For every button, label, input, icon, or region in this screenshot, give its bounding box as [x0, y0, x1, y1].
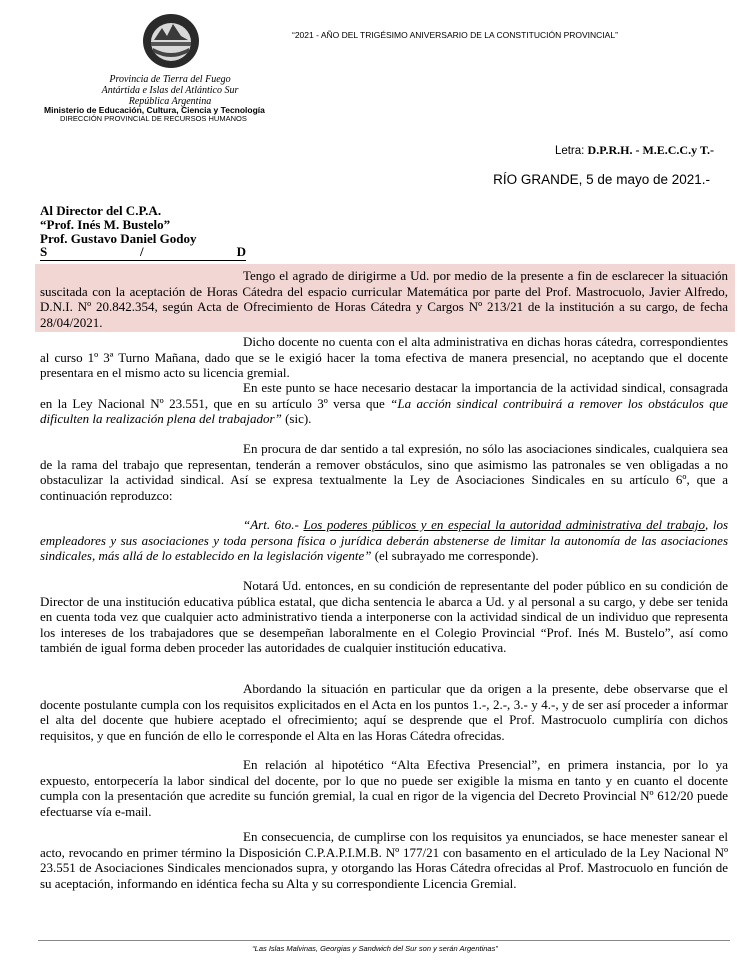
header-motto: “2021 - AÑO DEL TRIGÉSIMO ANIVERSARIO DE LA CONSTITUCIÓN PROVINCIAL”: [292, 30, 618, 40]
addressee-line-3: Prof. Gustavo Daniel Godoy: [40, 231, 197, 246]
paragraph-7: En relación al hipotético “Alta Efectiva Presencial”, en primera instancia, por lo ya expuesto, entorpecería la labor sindical del docente, por lo que no puede ser exigible la misma en tanto y en cuanto el docente cumpla con la presentación que acredite su función gremial, la cual en rigor de la vigencia del Decreto Provincial Nº 612/20 puede efectuarse vía e-mail.: [40, 757, 728, 819]
p3-quote: “La acción sindical contribuirá a remover los obstáculos que dificulten la realización plena del trabajador”: [40, 395, 728, 426]
legal-quote: [40, 517, 728, 564]
quote-b: , los empleadores y sus asociaciones y toda persona física o jurídica deberán abstenerse de limitar la autonomía de las asociaciones sindicales, más allá de lo establecido en la legislación vigente”: [40, 517, 729, 563]
quote-a: “Art. 6to.-: [243, 517, 304, 532]
letra-label: Letra:: [554, 145, 588, 157]
paragraph-4: En procura de dar sentido a tal expresión, no sólo las asociaciones sindicales, cualquiera sea de la rama del trabajo que representan, tenderán a remover obstáculos, sino que asimismo las patronales se ven obligadas a no obstaculizar la actividad sindical. Así se expresa textualmente la Ley de Asociaciones Sindicales en su artículo 6º, que a continuación reproduzco:: [40, 441, 728, 503]
paragraph-5: Notará Ud. entonces, en su condición de representante del poder público en su condición de Director de una institución educativa pública estatal, que dicha sentencia le abarca a Ud. y al personal a su cargo, y debe ser tenida en cuenta toda vez que cualquier acto administrativo tienda a interponerse con la actividad sindical de un individuo que representa los intereses de los trabajadores que se desempeñan laboralmente en el Colegio Provincial “Prof. Inés M. Bustelo”, así como también de igual forma deben proceder las autoridades de cualquier institución educativa.: [40, 578, 728, 655]
province-subtitle: Antártida e Islas del Atlántico Sur: [101, 85, 239, 96]
addressee-line-1: Al Director del C.P.A.: [40, 203, 162, 218]
ministry-name: Ministerio de Educación, Cultura, Ciencia y Tecnología: [44, 105, 265, 115]
sd-slash: /: [140, 244, 144, 259]
provincial-crest-icon: [140, 10, 202, 72]
sd-salutation: [40, 244, 246, 261]
quote-underlined: Los poderes públicos y en especial la autoridad administrativa del trabajo: [303, 517, 705, 532]
country-name: República Argentina: [128, 96, 212, 107]
quote-c: (el subrayado me corresponde).: [371, 548, 539, 563]
addressee-line-2: “Prof. Inés M. Bustelo”: [40, 217, 171, 232]
letter-reference: [555, 143, 714, 158]
sd-s: S: [40, 244, 48, 259]
paragraph-1: Tengo el agrado de dirigirme a Ud. por medio de la presente a fin de esclarecer la situación suscitada con la aceptación de Horas Cátedra del espacio curricular Matemática por parte del Prof. Mastrocuolo, Javier Alfredo, D.N.I. Nº 20.842.354, según Acta de Ofrecimiento de Horas Cátedra y Cargos Nº 213/21 de la institución a su cargo, de fecha 28/04/2021.: [40, 268, 728, 330]
sd-d: D: [236, 244, 246, 259]
paragraph-3: [40, 380, 728, 427]
direction-name: DIRECCIÓN PROVINCIAL DE RECURSOS HUMANOS: [60, 114, 247, 123]
place-date: RÍO GRANDE, 5 de mayo de 2021.-: [493, 172, 710, 187]
paragraph-8: En consecuencia, de cumplirse con los requisitos ya enunciados, se hace menester sanear el acto, revocando en primer término la Disposición C.P.A.P.I.M.B. Nº 177/21 con basamento en el articulado de la Ley Nacional Nº 23.551 de Asociaciones Sindicales mencionados supra, y otorgando las Horas Cátedra ofrecidas al Prof. Mastrocuolo en función de su aceptación, informando en idéntica fecha su Alta y su correspondiente Licencia Gremial.: [40, 829, 728, 891]
paragraph-6: Abordando la situación en particular que da origen a la presente, debe observarse que el docente postulante cumpla con los requisitos explicitados en el Acta en los puntos 1.-, 2.-, 3.- y 4.-, y de ser así proceder a informar el alta del docente que hubiere aceptado el ofrecimiento; aquí se desprende que el Prof. Mastrocuolo cumpliría con dichos requisitos, y que en función de ello le corresponde el Alta en las Horas Cátedra ofrecidas.: [40, 681, 728, 743]
footer-motto: “Las Islas Malvinas, Georgias y Sandwich del Sur son y serán Argentinas”: [252, 944, 498, 953]
p3-text-a: En este punto se hace necesario destacar la importancia de la actividad sindical, consagrada en la Ley Nacional Nº 23.551, que en su artículo 3º versa que: [40, 380, 728, 411]
p3-text-b: (sic).: [281, 411, 312, 426]
letra-value: D.P.R.H. - M.E.C.C.y T.-: [587, 143, 714, 157]
paragraph-2: Dicho docente no cuenta con el alta administrativa en dichas horas cátedra, correspondientes al curso 1º 3ª Turno Mañana, dado que se le exigió hacer la toma efectiva de manera presencial, no aceptando que el docente presentara en el mismo acto su licencia gremial.: [40, 334, 728, 380]
footer-divider: [38, 940, 730, 941]
province-name: Provincia de Tierra del Fuego: [109, 74, 231, 85]
